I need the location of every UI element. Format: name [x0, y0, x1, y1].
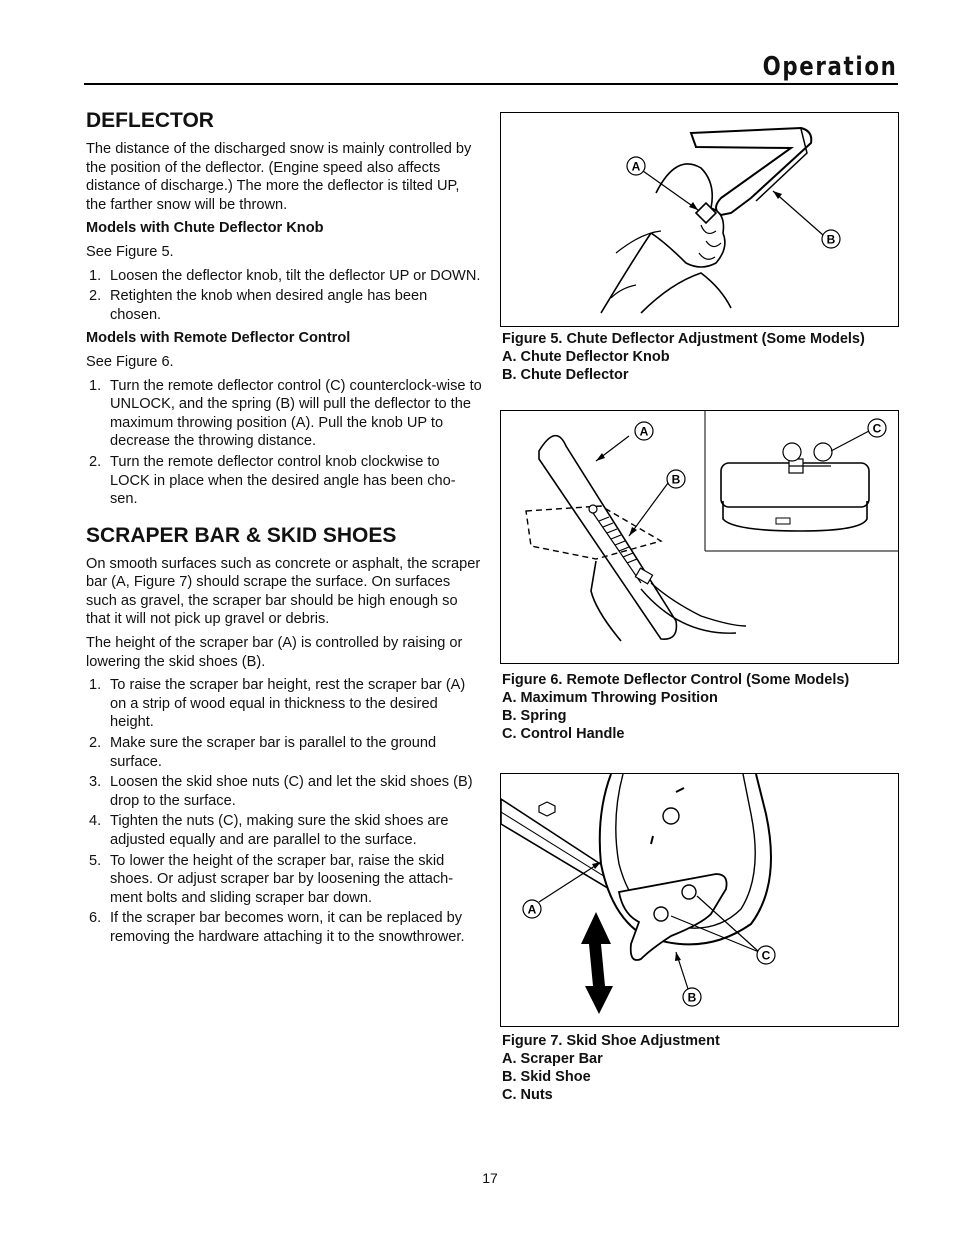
step-number: 1. [89, 267, 102, 284]
page-number: 17 [482, 1170, 498, 1186]
svg-text:A: A [527, 902, 537, 917]
header-rule [84, 83, 898, 85]
skid-shoe-drawing [501, 774, 898, 1026]
svg-text:A: A [631, 159, 641, 174]
deflector-intro: The distance of the discharged snow is mainly controlled by the position of the deflector. (Engine speed also affects distance of discharge.) The more the deflector is tilted UP, the farther snow will be thrown. [86, 141, 472, 213]
figure-5-illustration [500, 112, 899, 327]
scraper-para-1: On smooth surfaces such as concrete or asphalt, the scraper bar (A, Figure 7) should scrape the surface. On surfaces such as gravel, the scraper bar should be high enough so that it will not pick up gravel or debris. [86, 555, 481, 628]
knob-see-figure: See Figure 5. [86, 243, 174, 260]
figure-6-item-b: B. Spring [502, 708, 567, 724]
remote-deflector-drawing [501, 411, 898, 663]
list-item: 1. To raise the scraper bar height, rest the scraper bar (A) on a strip of wood equal in thickness to the desired height. [89, 677, 466, 731]
figure-7-item-b: B. Skid Shoe [502, 1069, 591, 1085]
list-item: 4. Tighten the nuts (C), making sure the skid shoes are adjusted equally and are parallel to the surface. [89, 813, 449, 848]
svg-text:C: C [761, 948, 771, 963]
list-item: 5. To lower the height of the scraper bar, raise the skid shoes. Or adjust scraper bar by loosening the attach-ment bolts and sliding scraper bar down. [89, 852, 454, 906]
figure-6-caption: Figure 6. Remote Deflector Control (Some Models) [502, 672, 850, 688]
figure-6-item-a: A. Maximum Throwing Position [502, 690, 718, 706]
figure-7-caption: Figure 7. Skid Shoe Adjustment [502, 1033, 720, 1049]
figure-6-item-c: C. Control Handle [502, 726, 625, 742]
scraper-steps-list [86, 676, 482, 946]
knob-subheading: Models with Chute Deflector Knob [86, 220, 324, 237]
step-number: 2. [89, 288, 102, 305]
figure-6-illustration [500, 410, 899, 664]
figure-5-item-a: A. Chute Deflector Knob [502, 349, 670, 365]
figure-7-caption-block [502, 1032, 902, 1104]
step-number: 2. [89, 453, 102, 470]
knob-steps-list [86, 267, 482, 325]
svg-text:C: C [872, 421, 882, 436]
step-number: 6. [89, 910, 102, 927]
figure-6-caption-block [502, 671, 902, 743]
figure-5-caption-block [502, 330, 902, 384]
svg-text:A: A [639, 424, 649, 439]
step-number: 2. [89, 735, 102, 752]
list-item: 3. Loosen the skid shoe nuts (C) and let the skid shoes (B) drop to the surface. [89, 774, 473, 809]
list-item: 1. Turn the remote deflector control (C) counterclock-wise to UNLOCK, and the spring (B) will pull the deflector to the maximum throwing position (A). Pull the knob UP to decrease the throwing distance. [89, 377, 482, 450]
remote-steps-list [86, 377, 482, 509]
step-number: 3. [89, 774, 102, 791]
figure-7-item-a: A. Scraper Bar [502, 1051, 603, 1067]
figure-5-item-b: B. Chute Deflector [502, 367, 629, 383]
list-item: 6. If the scraper bar becomes worn, it can be replaced by removing the hardware attaching it to the snowthrower. [89, 910, 465, 945]
step-number: 5. [89, 852, 102, 869]
left-column [86, 108, 482, 952]
scraper-para-2: The height of the scraper bar (A) is controlled by raising or lowering the skid shoes (B). [86, 635, 463, 670]
figure-7-item-c: C. Nuts [502, 1087, 553, 1103]
svg-text:B: B [671, 472, 681, 487]
deflector-heading: DEFLECTOR [86, 109, 214, 132]
list-item: 2. Retighten the knob when desired angle has been chosen. [89, 288, 428, 323]
remote-subheading: Models with Remote Deflector Control [86, 330, 351, 347]
svg-text:B: B [687, 990, 697, 1005]
step-number: 4. [89, 813, 102, 830]
scraper-heading: SCRAPER BAR & SKID SHOES [86, 523, 397, 547]
list-item: 2. Make sure the scraper bar is parallel to the ground surface. [89, 735, 437, 770]
chute-deflector-drawing [501, 113, 898, 326]
figure-5-caption: Figure 5. Chute Deflector Adjustment (Some Models) [502, 331, 865, 347]
figure-7-illustration [500, 773, 899, 1027]
svg-text:B: B [826, 232, 836, 247]
step-number: 1. [89, 677, 102, 694]
step-number: 1. [89, 377, 102, 394]
remote-see-figure: See Figure 6. [86, 353, 174, 370]
list-item: 1. Loosen the deflector knob, tilt the deflector UP or DOWN. [89, 267, 481, 284]
page-title: Operation [762, 52, 897, 82]
list-item: 2. Turn the remote deflector control knob clockwise to LOCK in place when the desired angle has been cho-sen. [89, 453, 456, 508]
